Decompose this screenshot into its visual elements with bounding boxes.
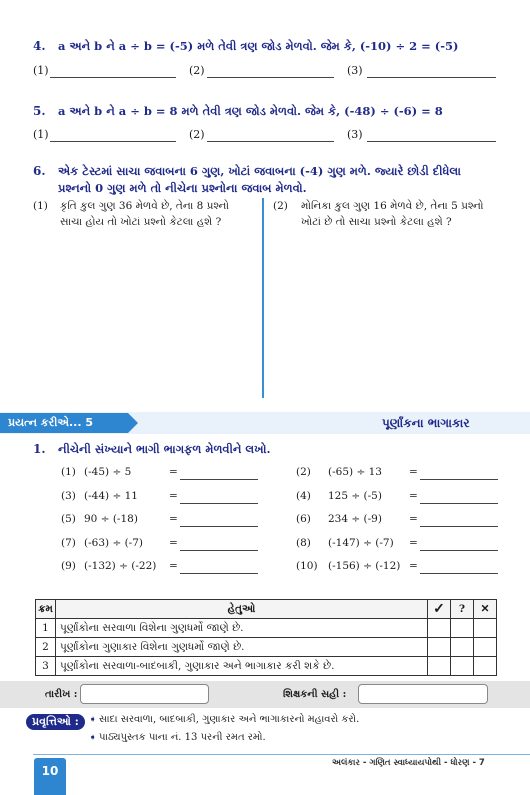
column-divider	[262, 198, 264, 398]
q4-blank-3-line[interactable]	[367, 77, 496, 78]
question-cell[interactable]	[451, 657, 474, 676]
exercise-answer-line[interactable]	[180, 479, 258, 480]
cross-cell[interactable]	[474, 638, 497, 657]
exercise-item-equals: =	[409, 560, 418, 572]
q4-blank-1-label: (1)	[33, 64, 49, 77]
exercise-item-expression: (-44) ÷ 11	[84, 489, 138, 502]
exercise-item-expression: (-147) ÷ (-7)	[328, 536, 394, 549]
evaluation-table	[35, 599, 497, 676]
exercise-1-number: 1.	[33, 442, 46, 456]
exercise-item-number: (2)	[296, 466, 311, 478]
activity-2-icon: ➧	[89, 733, 97, 743]
q5-blank-1-label: (1)	[33, 128, 49, 141]
question-5-number: 5.	[33, 104, 46, 118]
question-6-number: 6.	[33, 164, 46, 178]
q5-blank-3-line[interactable]	[367, 141, 496, 142]
signature-label: શિક્ષકની સહી :	[283, 689, 347, 700]
exercise-1-text: નીચેની સંખ્યાને ભાગી ભાગફળ મેળવીને લખો.	[58, 442, 271, 456]
exercise-item-number: (3)	[61, 489, 76, 502]
q4-blank-2-label: (2)	[189, 64, 205, 77]
date-label: તારીખ :	[45, 689, 78, 700]
exercise-item-equals: =	[169, 513, 178, 525]
exercise-item-equals: =	[169, 560, 178, 572]
section-banner-arrow	[128, 413, 138, 433]
exercise-item-equals: =	[169, 466, 178, 478]
activity-1-text: સાદા સરવાળા, બાદબાકી, ગુણાકાર અને ભાગાકારનો મહાવરો કરો.	[99, 714, 360, 725]
book-title: અલંકાર - ગણિત સ્વાધ્યાયપોથી - ધોરણ - 7	[332, 758, 485, 768]
date-field[interactable]	[80, 684, 209, 704]
question-4-number: 4.	[33, 39, 46, 53]
cross-cell[interactable]	[474, 619, 497, 638]
question-6-line-1: એક ટેસ્ટમાં સાચા જવાબના 6 ગુણ, ખોટાં જવાબના (-4) ગુણ મળે. જ્યારે છોડી દીધેલા	[58, 164, 461, 178]
exercise-item-number: (1)	[61, 466, 76, 478]
exercise-item-number: (4)	[296, 489, 311, 502]
q6-sub1-number: (1)	[33, 200, 48, 212]
question-cell[interactable]	[451, 638, 474, 657]
table-header-row	[36, 600, 497, 619]
page-number: 10	[41, 764, 59, 778]
q6-sub2-number: (2)	[273, 200, 288, 212]
exercise-item-expression: 234 ÷ (-9)	[328, 513, 382, 525]
exercise-item-expression: (-156) ÷ (-12)	[328, 560, 401, 572]
exercise-item-equals: =	[169, 536, 178, 549]
row-goal: પૂર્ણાંકોના સરવાળા વિશેના ગુણધર્મો જાણે છે.	[56, 619, 428, 638]
col-header-question: ?	[451, 600, 474, 619]
row-number: 3	[36, 657, 56, 676]
activity-2-text: પાઠ્યપુસ્તક પાના નં. 13 પરની રમત રમો.	[99, 732, 266, 743]
q4-blank-1-line[interactable]	[50, 77, 176, 78]
col-header-cross: ✕	[474, 600, 497, 619]
row-number: 1	[36, 619, 56, 638]
check-cell[interactable]	[428, 657, 451, 676]
exercise-answer-line[interactable]	[180, 573, 258, 574]
q5-blank-2-label: (2)	[189, 128, 205, 141]
exercise-item-expression: 90 ÷ (-18)	[84, 513, 138, 525]
q5-blank-2-line[interactable]	[207, 141, 334, 142]
q5-blank-1-line[interactable]	[50, 141, 176, 142]
exercise-item-equals: =	[409, 513, 418, 525]
row-goal: પૂર્ણાંકોના ગુણાકાર વિશેના ગુણધર્મો જાણે છે.	[56, 638, 428, 657]
exercise-item-equals: =	[409, 536, 418, 549]
q4-blank-2-line[interactable]	[207, 77, 334, 78]
exercise-answer-line[interactable]	[180, 503, 258, 504]
q6-sub2-line-1: મોનિકા કુલ ગુણ 16 મેળવે છે, તેના 5 પ્રશ્નો	[301, 200, 484, 212]
cross-cell[interactable]	[474, 657, 497, 676]
q6-sub1-line-2: સાચા હોય તો ખોટાં પ્રશ્નો કેટલા હશે ?	[60, 216, 222, 228]
exercise-item-equals: =	[169, 489, 178, 502]
table-row	[36, 638, 497, 657]
exercise-answer-line[interactable]	[420, 526, 498, 527]
exercise-answer-line[interactable]	[420, 550, 498, 551]
row-goal: પૂર્ણાંકોના સરવાળા-બાદબાકી, ગુણાકાર અને ભાગાકાર કરી શકે છે.	[56, 657, 428, 676]
exercise-item-number: (6)	[296, 513, 311, 525]
exercise-answer-line[interactable]	[420, 503, 498, 504]
exercise-item-expression: (-132) ÷ (-22)	[84, 560, 157, 572]
question-cell[interactable]	[451, 619, 474, 638]
activities-label: પ્રવૃત્તિઓ :	[26, 714, 85, 730]
section-banner-label: પ્રયત્ન કરીએ... 5	[8, 416, 93, 429]
question-5-text: a અને b ને a ÷ b = 8 મળે તેવી ત્રણ જોડ મેળવો. જેમ કે, (-48) ÷ (-6) = 8	[58, 104, 443, 118]
col-header-number: ક્રમ	[36, 600, 56, 619]
question-6-line-2: પ્રશ્નનો 0 ગુણ મળે તો નીચેના પ્રશ્નોના જવાબ મેળવો.	[58, 181, 307, 195]
exercise-answer-line[interactable]	[420, 573, 498, 574]
table-row	[36, 619, 497, 638]
exercise-answer-line[interactable]	[180, 526, 258, 527]
exercise-item-expression: (-65) ÷ 13	[328, 466, 382, 478]
signature-field[interactable]	[358, 684, 488, 704]
footer-rule	[33, 754, 530, 755]
question-4-text: a અને b ને a ÷ b = (-5) મળે તેવી ત્રણ જોડ મેળવો. જેમ કે, (-10) ÷ 2 = (-5)	[58, 39, 459, 53]
section-topic: પૂર્ણાંકના ભાગાકાર	[382, 416, 470, 430]
exercise-item-expression: 125 ÷ (-5)	[328, 489, 382, 502]
q4-blank-3-label: (3)	[347, 64, 363, 77]
exercise-item-equals: =	[409, 489, 418, 502]
q6-sub2-line-2: ખોટાં છે તો સાચા પ્રશ્નો કેટલા હશે ?	[301, 216, 452, 228]
col-header-check: ✓	[428, 600, 451, 619]
exercise-item-equals: =	[409, 466, 418, 478]
exercise-item-number: (10)	[296, 560, 318, 572]
check-cell[interactable]	[428, 619, 451, 638]
exercise-item-number: (8)	[296, 536, 311, 549]
row-number: 2	[36, 638, 56, 657]
exercise-item-number: (5)	[61, 513, 76, 525]
check-cell[interactable]	[428, 638, 451, 657]
q6-sub1-line-1: કૃતિ કુલ ગુણ 36 મેળવે છે, તેના 8 પ્રશ્નો	[60, 200, 229, 212]
exercise-answer-line[interactable]	[420, 479, 498, 480]
table-row	[36, 657, 497, 676]
exercise-item-expression: (-63) ÷ (-7)	[84, 536, 143, 549]
exercise-item-expression: (-45) ÷ 5	[84, 466, 132, 478]
q5-blank-3-label: (3)	[347, 128, 363, 141]
exercise-answer-line[interactable]	[180, 550, 258, 551]
activity-1-icon: ➧	[89, 715, 97, 725]
col-header-goal: હેતુઓ	[56, 600, 428, 619]
exercise-item-number: (9)	[61, 560, 76, 572]
exercise-item-number: (7)	[61, 536, 76, 549]
